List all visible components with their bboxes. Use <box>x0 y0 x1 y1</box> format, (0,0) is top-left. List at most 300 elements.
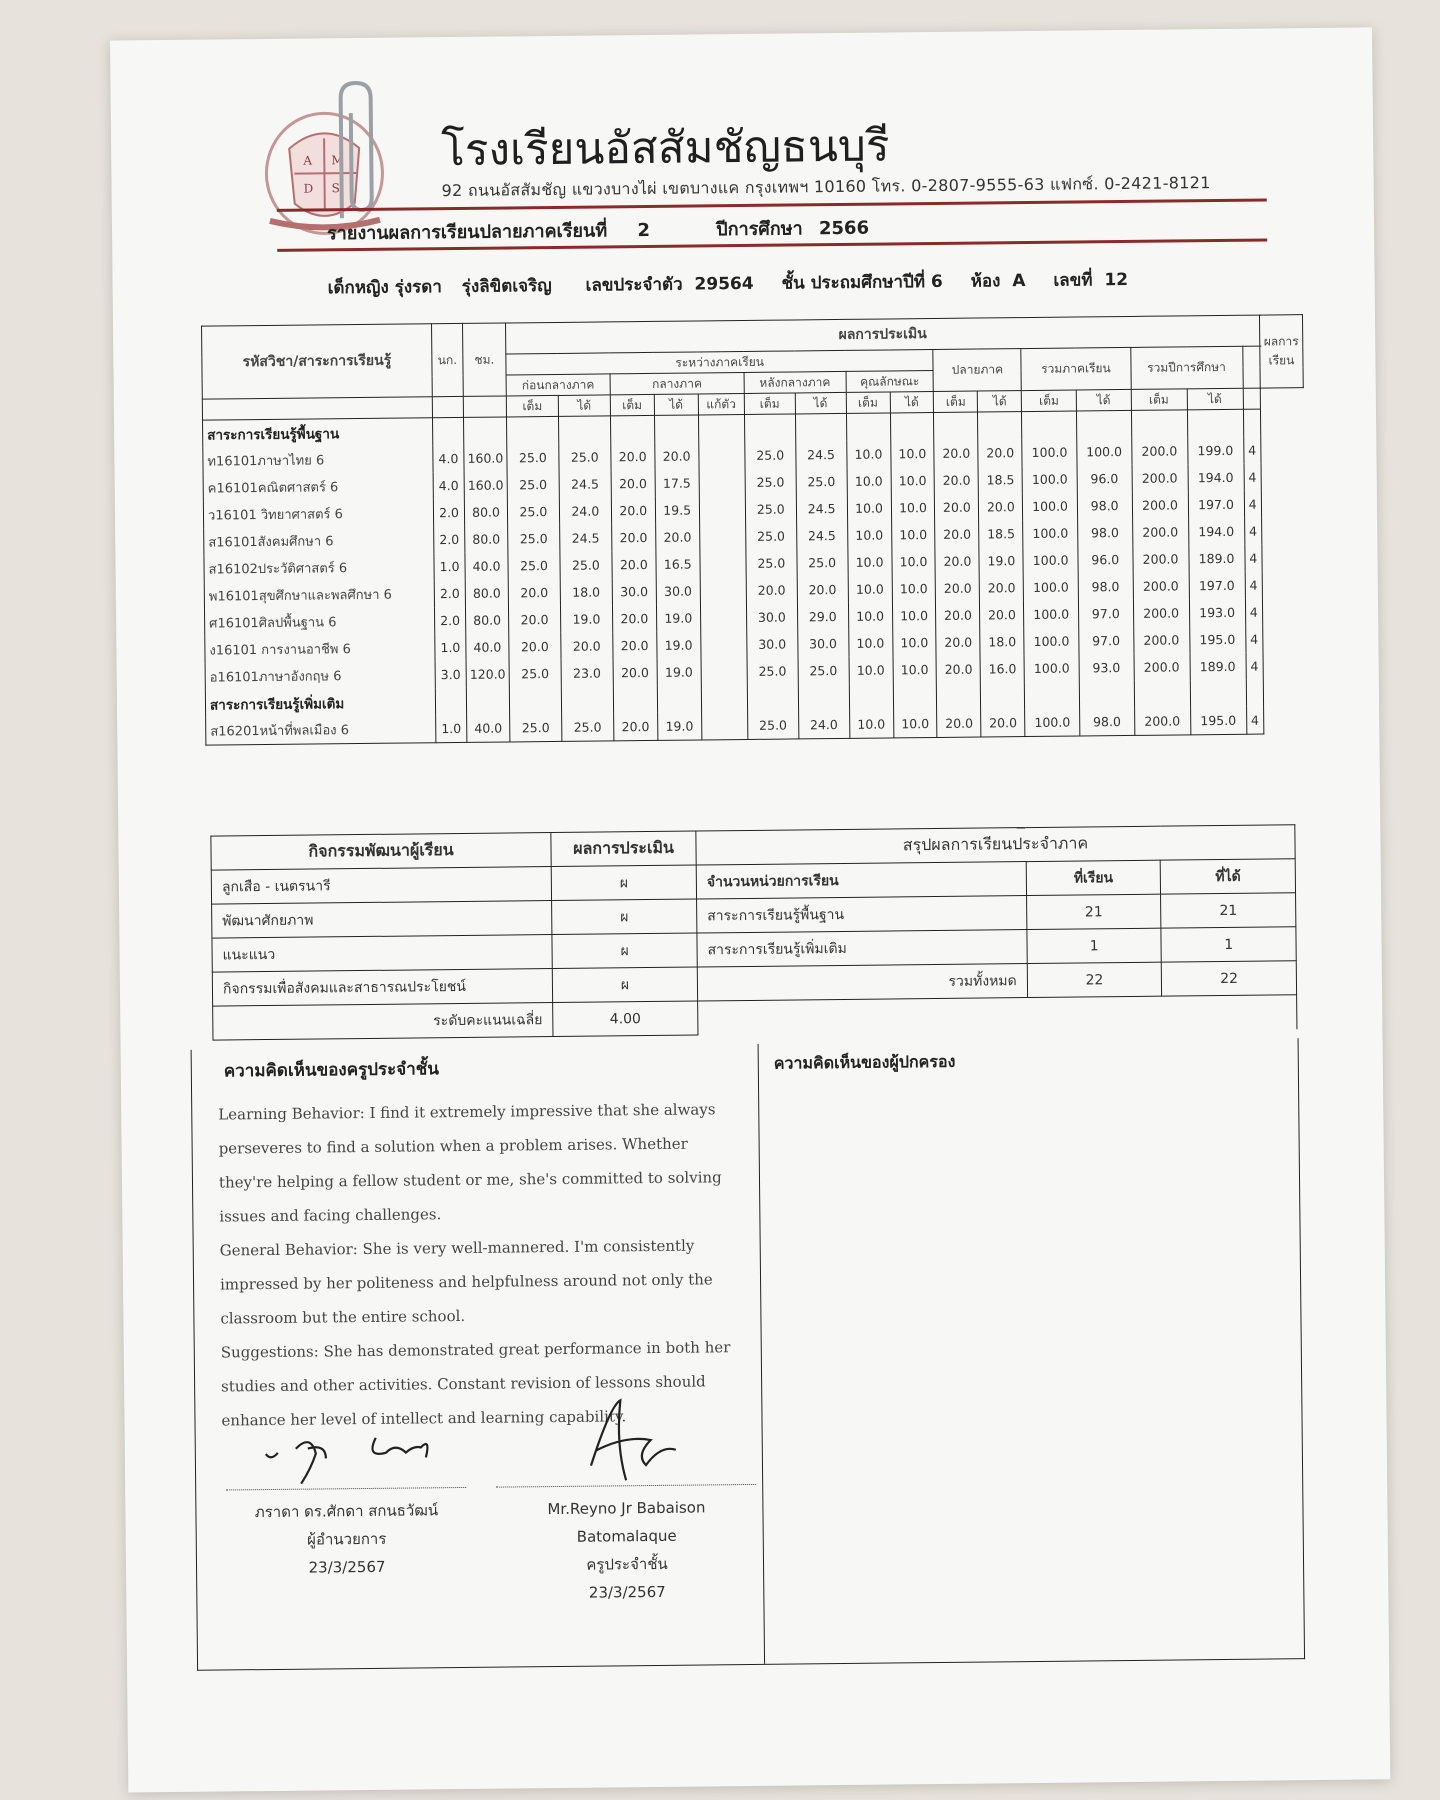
sub-header-got: ได้ <box>1076 389 1131 411</box>
score-am_g: 25.0 <box>798 657 849 685</box>
score-credit: 2.0 <box>433 499 464 526</box>
sub-header-full: เต็ม <box>1022 390 1077 412</box>
score-grade: 4 <box>1245 572 1263 599</box>
score-grade: 4 <box>1244 518 1262 545</box>
table-cell <box>509 687 561 715</box>
gpa-value: 4.00 <box>553 1001 698 1037</box>
score-fi_f: 20.0 <box>935 494 979 521</box>
grades-table <box>201 314 1307 746</box>
table-cell <box>1190 680 1246 708</box>
score-m_g: 19.0 <box>656 604 700 631</box>
sub-header-blank <box>463 396 506 417</box>
sub-header-got: ได้ <box>978 391 1022 412</box>
score-bm_f: 25.0 <box>510 714 562 742</box>
table-cell <box>463 417 506 445</box>
sub-header-blank <box>1243 388 1261 409</box>
score-yt_f: 200.0 <box>1133 626 1189 654</box>
activities-summary-table <box>210 824 1297 1040</box>
number-label: เลขที่ <box>1053 270 1093 291</box>
student-info-line <box>327 266 1142 302</box>
table-cell <box>798 684 849 712</box>
score-am_f: 25.0 <box>747 711 798 739</box>
table-cell <box>466 687 509 714</box>
activity-name: พัฒนาศักยภาพ <box>212 901 552 939</box>
comment-general-behavior: General Behavior: She is very well-mannered. I'm consistently impressed by her politeness and helpfulness around not only the classroom but the entire school. <box>219 1236 713 1328</box>
subject-name: ส16102ประวัติศาสตร์ 6 <box>204 553 434 582</box>
school-name: โรงเรียนอัสสัมชัญธนบุรี <box>440 120 890 177</box>
grades-body <box>203 409 1307 746</box>
score-st_g: 96.0 <box>1077 465 1132 493</box>
score-m_f: 30.0 <box>612 578 656 605</box>
score-yt_g: 193.0 <box>1189 599 1245 627</box>
group-additional-label: สาระการเรียนรู้เพิ่มเติม <box>205 688 435 717</box>
score-yt_g: 194.0 <box>1188 464 1244 492</box>
table-cell <box>846 413 890 441</box>
score-credit: 2.0 <box>434 526 465 553</box>
score-ch_f: 10.0 <box>848 575 892 602</box>
score-credit: 4.0 <box>433 472 464 499</box>
summary-row-studied: 1 <box>1027 928 1162 963</box>
col-credit: นก. <box>432 323 464 396</box>
score-credit: 3.0 <box>435 661 466 688</box>
score-st_f: 100.0 <box>1024 654 1079 682</box>
summary-blank <box>698 995 1297 1035</box>
table-cell <box>1134 680 1190 708</box>
score-am_f: 20.0 <box>746 576 797 604</box>
summary-row-earned: 21 <box>1161 893 1296 928</box>
score-fix <box>701 658 747 685</box>
director-name: ภราดา ดร.ศักดา สกนธวัฒน์ <box>254 1501 439 1522</box>
activity-name: แนะแนว <box>212 935 552 973</box>
score-fi_g: 20.0 <box>980 601 1024 628</box>
score-ch_f: 10.0 <box>847 548 891 575</box>
score-m_g: 20.0 <box>655 523 699 550</box>
comment-learning-behavior: Learning Behavior: I find it extremely impressive that she always perseveres to find a solution when a problem arises. Whether they're helping a fellow student or me, she's committed to solving issues and facing challenges. <box>218 1100 722 1226</box>
number-value: 12 <box>1104 269 1129 291</box>
score-m_f: 20.0 <box>613 659 657 686</box>
score-m_g: 19.0 <box>656 631 700 658</box>
sub-header-got: ได้ <box>1187 388 1243 410</box>
score-bm_f: 25.0 <box>508 552 560 580</box>
summary-row-label: สาระการเรียนรู้พื้นฐาน <box>697 896 1027 933</box>
table-cell <box>1246 680 1264 707</box>
score-m_f: 20.0 <box>612 605 656 632</box>
col-final: ปลายภาค <box>933 349 1021 392</box>
score-bm_g: 18.0 <box>560 578 612 606</box>
score-ch_f: 10.0 <box>848 629 892 656</box>
score-credit: 1.0 <box>435 634 466 661</box>
score-yt_f: 200.0 <box>1132 491 1188 519</box>
summary-total-label: รวมทั้งหมด <box>697 964 1027 1001</box>
score-m_f: 20.0 <box>611 470 655 497</box>
score-fi_g: 18.5 <box>979 520 1023 547</box>
table-cell <box>1076 410 1131 438</box>
score-fi_g: 16.0 <box>980 655 1024 682</box>
table-cell <box>978 412 1022 440</box>
comments-section <box>191 1038 1305 1671</box>
score-grade: 4 <box>1246 653 1264 680</box>
score-bm_f: 20.0 <box>508 606 560 634</box>
score-fix <box>700 631 746 658</box>
score-yt_f: 200.0 <box>1132 464 1188 492</box>
col-mid: กลางภาค <box>610 372 744 394</box>
summary-studied-header: ที่เรียน <box>1026 860 1161 895</box>
table-cell <box>981 682 1025 709</box>
sub-header-full: เต็ม <box>506 395 558 417</box>
score-fi_f: 20.0 <box>937 710 981 738</box>
comment-suggestions: Suggestions: She has demonstrated great performance in both her studies and other activities. Constant revision of lessons should enhance her level of intellect and learning capability. <box>220 1338 731 1430</box>
score-am_f: 30.0 <box>747 630 798 658</box>
score-m_g: 16.5 <box>656 550 700 577</box>
score-fi_f: 20.0 <box>936 629 980 656</box>
table-cell <box>657 685 701 712</box>
score-fi_f: 20.0 <box>936 656 980 683</box>
svg-text:D: D <box>303 181 314 196</box>
score-st_g: 100.0 <box>1077 438 1132 466</box>
subject-name: พ16101สุขศึกษาและพลศึกษา 6 <box>204 580 434 609</box>
table-cell <box>849 683 893 710</box>
col-character: คุณลักษณะ <box>846 371 934 393</box>
activity-name: กิจกรรมเพื่อสังคมและสาธารณประโยชน์ <box>212 969 552 1007</box>
score-am_g: 25.0 <box>796 468 847 496</box>
score-ch_g: 10.0 <box>891 467 935 494</box>
score-st_f: 100.0 <box>1024 600 1079 628</box>
score-am_g: 24.5 <box>796 495 847 523</box>
score-m_f: 20.0 <box>613 632 657 659</box>
score-st_g: 98.0 <box>1078 573 1133 601</box>
score-m_g: 17.5 <box>655 469 699 496</box>
score-bm_f: 25.0 <box>507 498 559 526</box>
score-yt_g: 195.0 <box>1189 626 1245 654</box>
sub-header-blank <box>432 396 463 417</box>
score-fix <box>700 604 746 631</box>
score-grade: 4 <box>1243 437 1261 464</box>
col-result: ผลการเรียน <box>1259 315 1303 388</box>
score-st_f: 100.0 <box>1024 627 1079 655</box>
score-hours: 40.0 <box>467 714 510 742</box>
summary-row-label: สาระการเรียนรู้เพิ่มเติม <box>697 930 1027 967</box>
teacher-signature <box>575 1395 696 1491</box>
table-cell <box>890 413 934 441</box>
summary-total-earned: 22 <box>1162 961 1297 996</box>
subject-name: ศ16101ศิลปพื้นฐาน 6 <box>204 607 434 636</box>
score-fi_f: 20.0 <box>934 440 978 467</box>
teacher-comment-text <box>218 1092 742 1437</box>
report-title-line <box>327 212 893 247</box>
table-cell <box>1187 409 1243 437</box>
score-bm_g: 25.0 <box>559 443 611 471</box>
table-cell <box>558 416 610 444</box>
sub-header-got: ได้ <box>890 392 934 413</box>
teacher-comment-title: ความคิดเห็นของครูประจำชั้น <box>223 1059 440 1082</box>
col-subject: รหัสวิชา/สาระการเรียนรู้ <box>202 324 433 399</box>
summary-row-studied: 21 <box>1026 894 1161 929</box>
score-m_f: 20.0 <box>613 713 657 741</box>
score-m_g: 19.0 <box>657 712 701 740</box>
subject-name: อ16101ภาษาอังกฤษ 6 <box>205 661 435 690</box>
score-hours: 160.0 <box>464 471 507 498</box>
col-year-total: รวมปีการศึกษา <box>1130 346 1242 389</box>
score-m_g: 19.0 <box>657 658 701 685</box>
score-bm_g: 19.0 <box>560 605 612 633</box>
director-role: ผู้อำนวยการ <box>307 1529 387 1549</box>
col-before-mid: ก่อนกลางภาค <box>506 374 610 396</box>
subject-name: ส16101สังคมศึกษา 6 <box>204 526 434 555</box>
score-bm_g: 24.0 <box>559 497 611 525</box>
score-am_g: 30.0 <box>797 630 848 658</box>
student-id-label: เลขประจำตัว <box>585 274 683 296</box>
teacher-name: Mr.Reyno Jr Babaison Batomalaque <box>547 1498 706 1546</box>
score-yt_f: 200.0 <box>1132 545 1188 573</box>
student-id: 29564 <box>694 273 754 295</box>
score-bm_f: 25.0 <box>507 471 559 499</box>
score-m_f: 20.0 <box>611 497 655 524</box>
score-st_f: 100.0 <box>1025 708 1080 736</box>
class-label: ชั้น ประถมศึกษาปีที่ 6 <box>781 271 943 294</box>
score-bm_g: 20.0 <box>561 632 613 660</box>
score-ch_f: 10.0 <box>849 710 893 738</box>
score-ch_g: 10.0 <box>892 602 936 629</box>
activities-result-header: ผลการประเมิน <box>551 831 696 867</box>
score-fi_g: 19.0 <box>979 547 1023 574</box>
table-cell <box>613 686 657 713</box>
score-fi_f: 20.0 <box>936 575 980 602</box>
score-ch_f: 10.0 <box>847 467 891 494</box>
summary-title: สรุปผลการเรียนประจำภาค <box>696 825 1295 865</box>
table-cell <box>1022 411 1077 439</box>
table-cell <box>701 685 747 712</box>
score-hours: 40.0 <box>465 552 508 579</box>
score-yt_g: 197.0 <box>1188 491 1244 519</box>
table-cell <box>934 412 978 440</box>
teacher-signature-line <box>496 1484 756 1492</box>
teacher-role: ครูประจำชั้น <box>586 1554 668 1574</box>
score-fi_g: 20.0 <box>978 439 1022 466</box>
sub-header-got: ได้ <box>654 394 698 415</box>
sub-header-full: เต็ม <box>610 394 654 415</box>
score-am_f: 30.0 <box>746 603 797 631</box>
col-during: ระหว่างภาคเรียน <box>506 350 934 375</box>
score-st_f: 100.0 <box>1023 493 1078 521</box>
table-cell <box>698 414 744 442</box>
score-credit: 4.0 <box>433 445 464 472</box>
score-ch_g: 10.0 <box>893 710 937 738</box>
score-yt_f: 200.0 <box>1133 572 1189 600</box>
score-hours: 80.0 <box>465 579 508 606</box>
score-fix <box>699 523 745 550</box>
score-grade: 4 <box>1244 464 1262 491</box>
activity-result: ผ <box>551 865 696 901</box>
score-yt_f: 200.0 <box>1134 653 1190 681</box>
score-fix <box>700 577 746 604</box>
score-am_f: 25.0 <box>745 495 796 523</box>
student-surname: รุ่งลิขิตเจริญ <box>461 275 552 297</box>
score-credit: 2.0 <box>434 580 465 607</box>
score-bm_g: 24.5 <box>560 524 612 552</box>
score-fi_g: 18.0 <box>980 628 1024 655</box>
col-after-mid: หลังกลางภาค <box>744 371 846 393</box>
director-signature-block <box>226 1487 467 1583</box>
score-yt_g: 194.0 <box>1188 518 1244 546</box>
table-cell <box>1131 410 1187 438</box>
score-am_g: 29.0 <box>797 603 848 631</box>
director-date: 23/3/2567 <box>308 1557 386 1577</box>
table-cell <box>1025 681 1080 709</box>
sub-header-got: ได้ <box>795 392 846 414</box>
table-cell <box>747 684 798 712</box>
summary-earned-header: ที่ได้ <box>1161 859 1296 894</box>
year-label: ปีการศึกษา <box>716 218 803 241</box>
score-yt_f: 200.0 <box>1133 599 1189 627</box>
score-am_f: 25.0 <box>745 441 796 469</box>
score-credit: 1.0 <box>436 715 467 743</box>
score-fix <box>699 469 745 496</box>
score-st_g: 98.0 <box>1080 708 1135 736</box>
sub-header-full: เต็ม <box>1131 389 1187 411</box>
score-st_f: 100.0 <box>1023 520 1078 548</box>
activity-result: ผ <box>552 933 697 969</box>
score-am_g: 24.0 <box>798 711 849 739</box>
score-fix <box>700 550 746 577</box>
table-cell <box>654 415 698 443</box>
score-grade: 4 <box>1246 707 1264 735</box>
table-cell <box>561 686 613 714</box>
sub-header-got: ได้ <box>558 395 610 417</box>
score-st_g: 97.0 <box>1079 627 1134 655</box>
score-am_f: 25.0 <box>747 657 798 685</box>
summary-row-earned: 1 <box>1161 927 1296 962</box>
table-cell <box>1243 409 1261 437</box>
table-cell <box>435 688 466 715</box>
score-m_f: 20.0 <box>611 443 655 470</box>
score-fi_f: 20.0 <box>936 602 980 629</box>
summary-total-studied: 22 <box>1027 962 1162 997</box>
score-bm_g: 23.0 <box>561 659 613 687</box>
subject-name: ค16101คณิตศาสตร์ 6 <box>203 472 433 501</box>
score-fi_f: 20.0 <box>935 521 979 548</box>
parent-comment-title: ความคิดเห็นของผู้ปกครอง <box>773 1051 956 1073</box>
score-m_g: 30.0 <box>656 577 700 604</box>
score-st_f: 100.0 <box>1023 547 1078 575</box>
paper-clip-icon <box>320 78 392 229</box>
score-hours: 80.0 <box>465 525 508 552</box>
sub-header-full: เต็ม <box>744 393 795 415</box>
score-fix <box>698 442 744 469</box>
subject-name: ว16101 วิทยาศาสตร์ 6 <box>203 499 433 528</box>
score-ch_g: 10.0 <box>891 548 935 575</box>
activity-result: ผ <box>552 967 697 1003</box>
table-cell <box>506 416 558 444</box>
score-fix <box>699 496 745 523</box>
score-bm_g: 24.5 <box>559 470 611 498</box>
score-m_f: 20.0 <box>612 551 656 578</box>
subject-name: ส16201หน้าที่พลเมือง 6 <box>206 715 436 745</box>
score-grade: 4 <box>1244 545 1262 572</box>
activities-title: กิจกรรมพัฒนาผู้เรียน <box>211 833 551 871</box>
score-am_g: 24.5 <box>796 522 847 550</box>
score-yt_g: 195.0 <box>1190 707 1246 735</box>
score-yt_g: 197.0 <box>1189 572 1245 600</box>
sub-header-blank <box>202 397 432 420</box>
score-m_g: 20.0 <box>655 442 699 469</box>
room-value: A <box>1012 271 1026 292</box>
table-cell <box>1079 681 1134 709</box>
col-hours: ชม. <box>463 323 507 396</box>
score-yt_f: 200.0 <box>1131 437 1187 465</box>
score-fi_g: 20.0 <box>981 709 1025 737</box>
score-fi_f: 20.0 <box>935 548 979 575</box>
director-signature <box>255 1417 456 1489</box>
score-ch_g: 10.0 <box>893 656 937 683</box>
svg-text:M: M <box>331 153 344 168</box>
score-m_f: 20.0 <box>611 524 655 551</box>
activity-name: ลูกเสือ - เนตรนารี <box>211 867 551 905</box>
subject-name: ง16101 การงานอาชีพ 6 <box>205 634 435 663</box>
school-address: 92 ถนนอัสสัมชัญ แขวงบางไผ่ เขตบางแค กรุงเทพฯ 10160 โทร. 0-2807-9555-63 แฟกซ์. 0-2421-8121 <box>441 173 1211 201</box>
svg-text:A: A <box>303 153 313 168</box>
score-st_g: 98.0 <box>1077 492 1132 520</box>
score-am_f: 25.0 <box>745 468 796 496</box>
table-cell <box>610 415 654 443</box>
score-ch_g: 10.0 <box>891 494 935 521</box>
summary-units-label: จำนวนหน่วยการเรียน <box>696 862 1026 899</box>
score-bm_f: 20.0 <box>508 579 560 607</box>
group-basic-label: สาระการเรียนรู้พื้นฐาน <box>203 418 433 448</box>
score-grade: 4 <box>1245 599 1263 626</box>
score-am_f: 25.0 <box>745 522 796 550</box>
score-ch_f: 10.0 <box>849 656 893 683</box>
activity-result: ผ <box>552 899 697 935</box>
score-bm_f: 25.0 <box>507 444 559 472</box>
score-ch_g: 10.0 <box>891 521 935 548</box>
score-fi_g: 20.0 <box>980 574 1024 601</box>
score-bm_g: 25.0 <box>560 551 612 579</box>
room-label: ห้อง <box>970 271 1001 292</box>
table-cell <box>893 683 937 710</box>
table-cell <box>744 414 795 442</box>
score-bm_f: 25.0 <box>509 660 561 688</box>
table-cell <box>795 413 846 441</box>
academic-year: 2566 <box>818 217 870 240</box>
sub-header-fix: แก้ตัว <box>698 393 744 414</box>
score-st_f: 100.0 <box>1023 573 1078 601</box>
score-grade: 4 <box>1245 626 1263 653</box>
teacher-signature-block <box>496 1484 757 1608</box>
score-yt_g: 199.0 <box>1187 437 1243 465</box>
score-ch_f: 10.0 <box>847 494 891 521</box>
score-bm_f: 25.0 <box>508 525 560 553</box>
score-ch_f: 10.0 <box>847 521 891 548</box>
score-ch_f: 10.0 <box>848 602 892 629</box>
score-am_g: 20.0 <box>797 576 848 604</box>
score-ch_g: 10.0 <box>892 575 936 602</box>
score-ch_f: 10.0 <box>846 440 890 467</box>
report-card-paper <box>110 27 1390 1792</box>
sub-header-full: เต็ม <box>934 391 978 412</box>
score-yt_f: 200.0 <box>1132 518 1188 546</box>
score-fix <box>701 712 747 740</box>
score-hours: 80.0 <box>465 606 508 633</box>
col-evaluation: ผลการประเมิน <box>506 315 1260 354</box>
score-st_g: 93.0 <box>1079 654 1134 682</box>
score-am_g: 24.5 <box>795 441 846 469</box>
score-st_g: 97.0 <box>1078 600 1133 628</box>
score-st_f: 100.0 <box>1022 466 1077 494</box>
score-bm_f: 20.0 <box>509 633 561 661</box>
score-yt_g: 189.0 <box>1188 545 1244 573</box>
score-m_g: 19.5 <box>655 496 699 523</box>
score-am_g: 25.0 <box>797 549 848 577</box>
